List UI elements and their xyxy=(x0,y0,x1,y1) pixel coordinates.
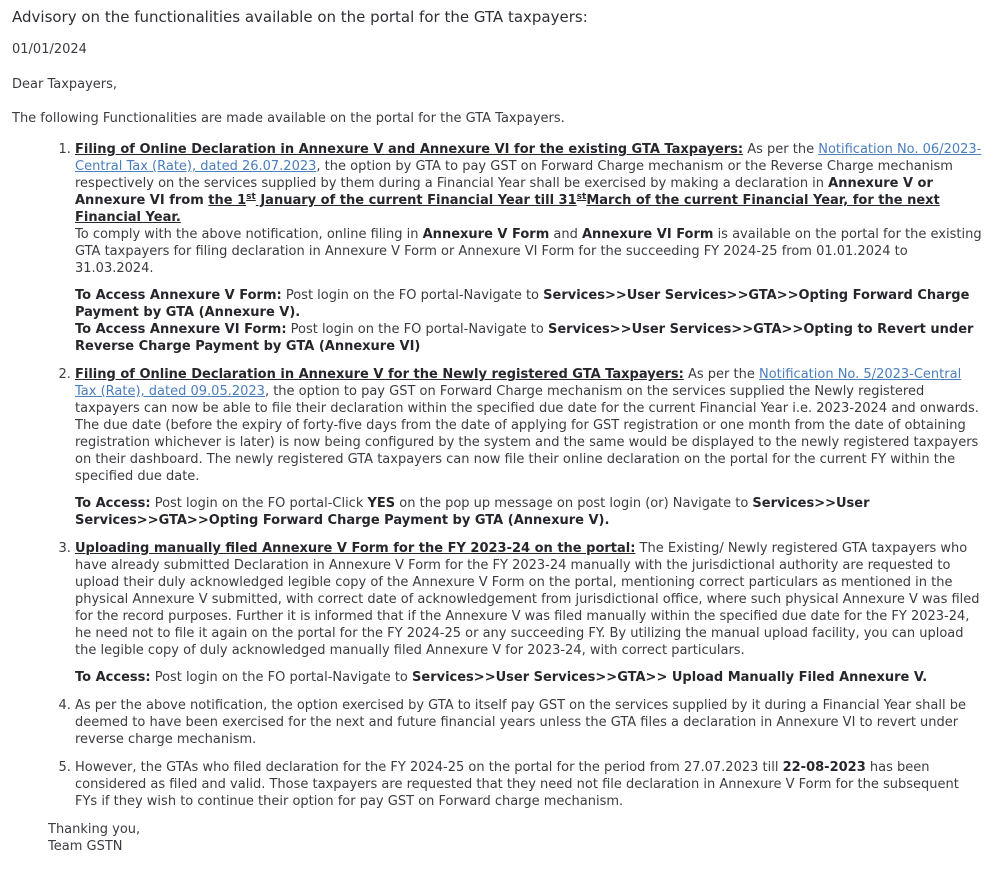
item1-filing-availability-paragraph xyxy=(75,226,985,277)
salutation: Dear Taxpayers, xyxy=(12,77,118,92)
emphasis-text: Uploading manually filed Annexure V Form for the FY 2023-24 on the portal: xyxy=(75,541,636,556)
item1-heading-paragraph xyxy=(75,141,985,226)
body-text: As per the xyxy=(743,142,819,157)
item4-paragraph xyxy=(75,697,985,748)
emphasis-text: Services>>User Services>>GTA>> Upload Manually Filed Annexure V. xyxy=(412,670,928,685)
body-text: is available on the portal for the existing GTA taxpayers for filing declaration in Annexure V Form or Annexure VI Form for the succeeding FY 2024-25 from 01.01.2024 to 31.03.2024. xyxy=(75,227,982,276)
emphasis-text: Services>>User Services>>GTA>>Opting Forward Charge Payment by GTA (Annexure V). xyxy=(75,288,970,320)
body-text: However, the GTAs who filed declaration for the FY 2024-25 on the portal for the period from 27.07.2023 till xyxy=(75,760,783,775)
page-title: Advisory on the functionalities available on the portal for the GTA taxpayers: xyxy=(12,8,588,26)
body-text: As per the xyxy=(683,367,759,382)
advisory-item-2 xyxy=(75,366,985,529)
body-text: , the option by GTA to pay GST on Forward Charge mechanism or the Reverse Charge mechanism respectively on the services supplied by them during a Financial Year shall be exercised by making a declaration in xyxy=(75,159,953,191)
emphasis-text: st xyxy=(576,192,587,202)
item3-access-paragraph xyxy=(75,669,985,686)
item5-paragraph xyxy=(75,759,985,810)
emphasis-text: st xyxy=(246,192,256,202)
emphasis-text: Annexure V or Annexure VI from xyxy=(75,176,933,208)
emphasis-text: March of the current Financial Year, for the next Financial Year. xyxy=(75,193,940,225)
body-text: and xyxy=(549,227,582,242)
body-text: , the option to pay GST on Forward Charge mechanism on the services supplied the Newly registered taxpayers can now be able to file their declaration within the specified due date for the current Financial Year i.e. 2023-2024 and onwards. The due date (before the expiry of forty-five days from the date of applying for GST registration or one month from the date of obtaining registration whichever is later) is now being configured by the system and the same would be displayed to the newly registered taxpayers on their dashboard. The newly registered GTA taxpayers can now file their online declaration on the portal for the current FY within the specified due date. xyxy=(75,384,979,484)
body-text: Post login on the FO portal-Navigate to xyxy=(281,288,544,303)
emphasis-text: Services>>User Services>>GTA>>Opting Forward Charge Payment by GTA (Annexure V). xyxy=(75,496,870,528)
emphasis-text: January of the current Financial Year till 31 xyxy=(255,193,577,208)
emphasis-text: Annexure V Form xyxy=(422,227,550,242)
advisory-item-3 xyxy=(75,540,985,686)
body-text: Post login on the FO portal-Navigate to xyxy=(286,322,548,337)
body-text: The Existing/ Newly registered GTA taxpayers who have already submitted Declaration in Annexure V Form for the FY 2023-24 manually with the jurisdictional authority are requested to upload their duly acknowledged legible copy of the Annexure V Form on the portal, mentioning correct particulars as mentioned in the physical Annexure V submitted, with correct date of acknowledgement from jurisdictional office, where such physical Annexure V was filed for the record purposes. Further it is informed that if the Annexure V was filed manually within the specified due date for the FY 2023-24, he need not to file it again on the portal for the FY 2024-25 or any succeeding FY. By utilizing the manual upload facility, you can upload the legible copy of duly acknowledged manually filed Annexure V for 2023-24, with correct particulars. xyxy=(75,541,980,658)
body-text: on the pop up message on post login (or) Navigate to xyxy=(395,496,753,511)
closing-thanks: Thanking you, xyxy=(48,822,141,837)
body-text: Post login on the FO portal-Navigate to xyxy=(150,670,413,685)
emphasis-text: To Access: xyxy=(75,670,151,685)
emphasis-text: Filing of Online Declaration in Annexure V and Annexure VI for the existing GTA Taxpayers: xyxy=(75,142,744,157)
advisory-item-5 xyxy=(75,759,985,810)
emphasis-text: Filing of Online Declaration in Annexure V for the Newly registered GTA Taxpayers: xyxy=(75,367,684,382)
item1-access-annexure-v-paragraph xyxy=(75,287,985,321)
body-text: Post login on the FO portal-Click xyxy=(150,496,368,511)
intro-text: The following Functionalities are made available on the portal for the GTA Taxpayers. xyxy=(12,111,565,126)
item2-heading-paragraph xyxy=(75,366,985,485)
emphasis-text: To Access Annexure V Form: xyxy=(75,288,282,303)
emphasis-text: the 1 xyxy=(208,193,247,208)
advisory-item-4 xyxy=(75,697,985,748)
emphasis-text: To Access: xyxy=(75,496,151,511)
emphasis-text: Services>>User Services>>GTA>>Opting to Revert under Reverse Charge Payment by GTA (Annexure VI) xyxy=(75,322,974,354)
advisory-item-1 xyxy=(75,141,985,355)
emphasis-text: Annexure VI Form xyxy=(581,227,714,242)
advisory-date: 01/01/2024 xyxy=(12,42,87,57)
closing-team: Team GSTN xyxy=(48,839,123,854)
body-text: As per the above notification, the option exercised by GTA to itself pay GST on the services supplied by it during a Financial Year shall be deemed to have been exercised for the next and future financial years unless the GTA files a declaration in Annexure VI to revert under reverse charge mechanism. xyxy=(75,698,966,747)
emphasis-text: 22-08-2023 xyxy=(782,760,866,775)
advisory-list xyxy=(12,141,985,810)
item3-heading-paragraph xyxy=(75,540,985,659)
body-text: has been considered as filed and valid. Those taxpayers are requested that they need not file declaration in Annexure V Form for the subsequent FYs if they wish to continue their option for pay GST on Forward charge mechanism. xyxy=(75,760,959,809)
emphasis-text: To Access Annexure VI Form: xyxy=(75,322,287,337)
item2-access-paragraph xyxy=(75,495,985,529)
body-text: To comply with the above notification, online filing in xyxy=(75,227,423,242)
notification-link[interactable]: Notification No. 06/2023-Central Tax (Rate), dated 26.07.2023 xyxy=(75,142,982,174)
item1-access-annexure-vi-paragraph xyxy=(75,321,985,355)
notification-link[interactable]: Notification No. 5/2023-Central Tax (Rate), dated 09.05.2023 xyxy=(75,367,962,399)
closing-block xyxy=(48,821,985,855)
emphasis-text: YES xyxy=(367,496,396,511)
